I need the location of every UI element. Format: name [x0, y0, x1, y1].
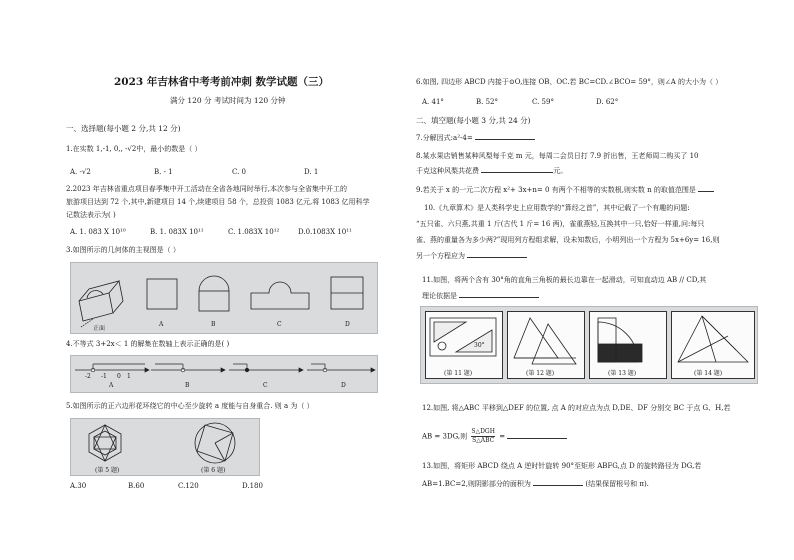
right-column [416, 0, 756, 560]
q6-option-c[interactable]: C. 59° [532, 98, 554, 106]
q10-line4 [416, 252, 527, 261]
q4-tick-a-3: 0 [117, 373, 121, 380]
q12-frac-den: S△ABC [472, 437, 495, 444]
q8-text: 千克这种风梨共花费 [416, 167, 479, 175]
q13-note: (结果保留根号和 π). [585, 480, 649, 488]
q2-option-d[interactable]: D.0.1083X 10¹¹ [298, 228, 352, 236]
q3-front-label: 正面 [93, 325, 106, 332]
q11-line2 [422, 292, 539, 301]
q4-label-d: D [341, 382, 346, 389]
fig14-box [671, 311, 755, 379]
q3-choice-d-shape [331, 277, 363, 309]
q3-figure-svg [71, 263, 377, 333]
left-column [52, 0, 392, 560]
q1-stem-pre: 1.在实数 1,-1, 0, [66, 145, 121, 153]
q5-caption-fig5: (第 5 题) [95, 467, 120, 474]
q3-choice-a-shape [147, 279, 177, 309]
q12-line1: 12.如图, 将△ABC 平移到△DEF 的位置, 点 A 的对应点为点 D,DE、DF 分别交 BC 于点 G、H,若 [422, 404, 731, 412]
fig11-box [425, 311, 503, 379]
q11-answer-blank[interactable] [459, 297, 539, 298]
q13-text: AB=1.BC=2,则阴影部分的面积为 [422, 480, 531, 488]
q3-choice-b-shape [199, 276, 229, 311]
q4-tick-a-1: -2 [85, 373, 91, 380]
q3-choice-c-shape [251, 282, 309, 309]
q1-stem-mid: , - [120, 145, 128, 153]
q5-option-c[interactable]: C.120 [178, 482, 199, 490]
q12-answer-blank[interactable] [507, 438, 567, 439]
q3-label-a: A [159, 321, 164, 328]
q11-text: 理论依据是 [422, 292, 457, 300]
q1-sqrt2: √2 [127, 145, 137, 153]
q10-line1: 10.《九章算术》是人类科学史上应用数学的“算经之首”，其中记载了一个有趣的问题: [424, 204, 690, 212]
q7-text: 7.分解因式:a²-4= [416, 134, 473, 142]
q13-line1: 13.如图，将矩形 ABCD 绕点 A 逆时针旋转 90°至矩形 ABFG,点 D 的旋转路径为 DG,若 [422, 462, 702, 470]
q5-figure [70, 418, 260, 476]
q2-line2: 旅游项目达到 72 个,其中,新建项目 14 个,续建项目 58 个，总投资 1083 亿元,将 1083 亿用科学 [66, 198, 370, 206]
fig12-caption: (第 12 题) [526, 370, 555, 377]
q1-option-c[interactable]: C. 0 [232, 168, 247, 176]
q4-label-a: A [109, 382, 114, 389]
figures-11-14 [420, 306, 758, 384]
q9-stem [416, 186, 714, 195]
q1-stem [66, 145, 202, 154]
q3-figure [70, 262, 378, 334]
q9-answer-blank[interactable] [698, 191, 714, 192]
q10-text: 另一个方程应为 [416, 252, 465, 260]
q12-frac-num: S△DGH [471, 428, 495, 435]
exam-subtitle: 满分 120 分 考试时间为 120 分钟 [170, 96, 286, 105]
fig11-angle-label: 30° [474, 342, 485, 349]
q13-line2 [422, 480, 649, 489]
fig11-caption: (第 11 题) [444, 370, 473, 377]
q11-line1: 11.如图，将两个含有 30°角的直角三角板的最长边靠在一起滑动，可知直动边 AB // CD,其 [422, 276, 707, 284]
q5-stem: 5.如图所示的正六边形花环绕它的中心至少旋转 a 度能与自身重合. 则 a 为（ ） [66, 402, 314, 410]
q6-option-d[interactable]: D. 62° [596, 98, 619, 106]
section-fill-heading: 二、填空题(每小题 3 分,共 24 分) [416, 116, 531, 125]
q9-text: 9.若关于 x 的一元二次方程 x²+ 3x+n= 0 有两个不相等的实数根,则实数 n 的取值范围是 [416, 186, 696, 194]
q4-figure [70, 355, 378, 393]
q12-fraction [471, 428, 495, 445]
q3-label-c: C [277, 321, 282, 328]
q1-option-d[interactable]: D. 1 [304, 168, 319, 176]
section-choice-heading: 一、选择题(每小题 2 分,共 12 分) [66, 124, 181, 133]
q6-option-a[interactable]: A. 41° [422, 98, 444, 106]
q2-option-a[interactable]: A. 1. 083 X 10¹⁰ [70, 228, 126, 236]
fig13-caption: (第 13 题) [608, 370, 637, 377]
fig13-box [589, 311, 667, 379]
q4-label-c: C [263, 382, 268, 389]
q12-eq: = [499, 432, 506, 441]
q5-caption-fig6: (第 6 题) [201, 467, 226, 474]
q3-label-b: B [211, 321, 216, 328]
q3-stem: 3.如图所示的几何体的主视图是（ ） [66, 246, 180, 254]
q7-stem [416, 134, 535, 143]
q8-line2 [416, 167, 567, 176]
q4-label-b: B [185, 382, 190, 389]
q2-line3: 记数法表示为( ) [66, 211, 116, 219]
fig12-box [507, 311, 585, 379]
q5-option-d[interactable]: D.180 [242, 482, 263, 490]
q12-pre: AB = 3DG,则 [422, 432, 468, 441]
q8-unit: 元。 [553, 167, 568, 175]
q6-stem: 6.如图, 四边形 ABCD 内接于⊙O,连接 OB、OC.若 BC=CD.∠BCO= 59°，则∠A 的大小为（ ） [416, 78, 723, 86]
q5-option-b[interactable]: B.60 [128, 482, 145, 490]
q4-tick-a-2: -1 [101, 373, 107, 380]
q2-option-c[interactable]: C. 1.083X 10¹² [228, 228, 280, 236]
q7-answer-blank[interactable] [475, 139, 535, 140]
q10-answer-blank[interactable] [467, 257, 527, 258]
q1-stem-post: 中，最小的数是（ ） [136, 145, 202, 153]
solid-geometry-drawing [79, 281, 123, 327]
q10-line2: “五只雀、六只燕,共重 1 斤(古代 1 斤= 16 两)，雀重燕轻,互换其中一只,恰好一样重,问:每只 [416, 220, 705, 228]
q13-answer-blank[interactable] [533, 485, 583, 486]
q8-answer-blank[interactable] [481, 172, 553, 173]
q1-option-a[interactable]: A. -√2 [70, 168, 91, 176]
q10-line3: 雀、燕的重量各为多少两?”现用列方程组求解，设未知数后，小明列出一个方程为 5x+6y= 16,则 [416, 236, 720, 244]
hexagon-flower-drawing [89, 425, 121, 461]
page-title: 2023 年吉林省中考考前冲刺 数学试题（三） [114, 76, 330, 88]
solid-front-face [79, 293, 113, 321]
q4-stem: 4.不等式 3+2x＜ 1 的解集在数轴上表示正确的是( ) [66, 340, 230, 348]
q4-tick-a-4: 1 [127, 373, 131, 380]
q6-option-b[interactable]: B. 52° [476, 98, 499, 106]
q5-option-a[interactable]: A.30 [70, 482, 87, 490]
q8-line1: 8.某水果店销售某种风梨每千克 m 元，每周二会员日打 7.9 折出售，王老师周二购买了 10 [416, 152, 699, 160]
q1-option-b[interactable]: B. - 1 [154, 168, 173, 176]
q2-line1: 2.2023 年吉林省重点项目春季集中开工活动在全省各地同时举行,本次参与全省集中开工的 [66, 185, 347, 193]
fig14-caption: (第 14 题) [694, 370, 723, 377]
q3-label-d: D [345, 321, 350, 328]
q2-option-b[interactable]: B. 1. 083X 10¹¹ [150, 228, 204, 236]
inscribed-quadrilateral-drawing [195, 423, 235, 463]
q12-line2 [422, 428, 567, 445]
